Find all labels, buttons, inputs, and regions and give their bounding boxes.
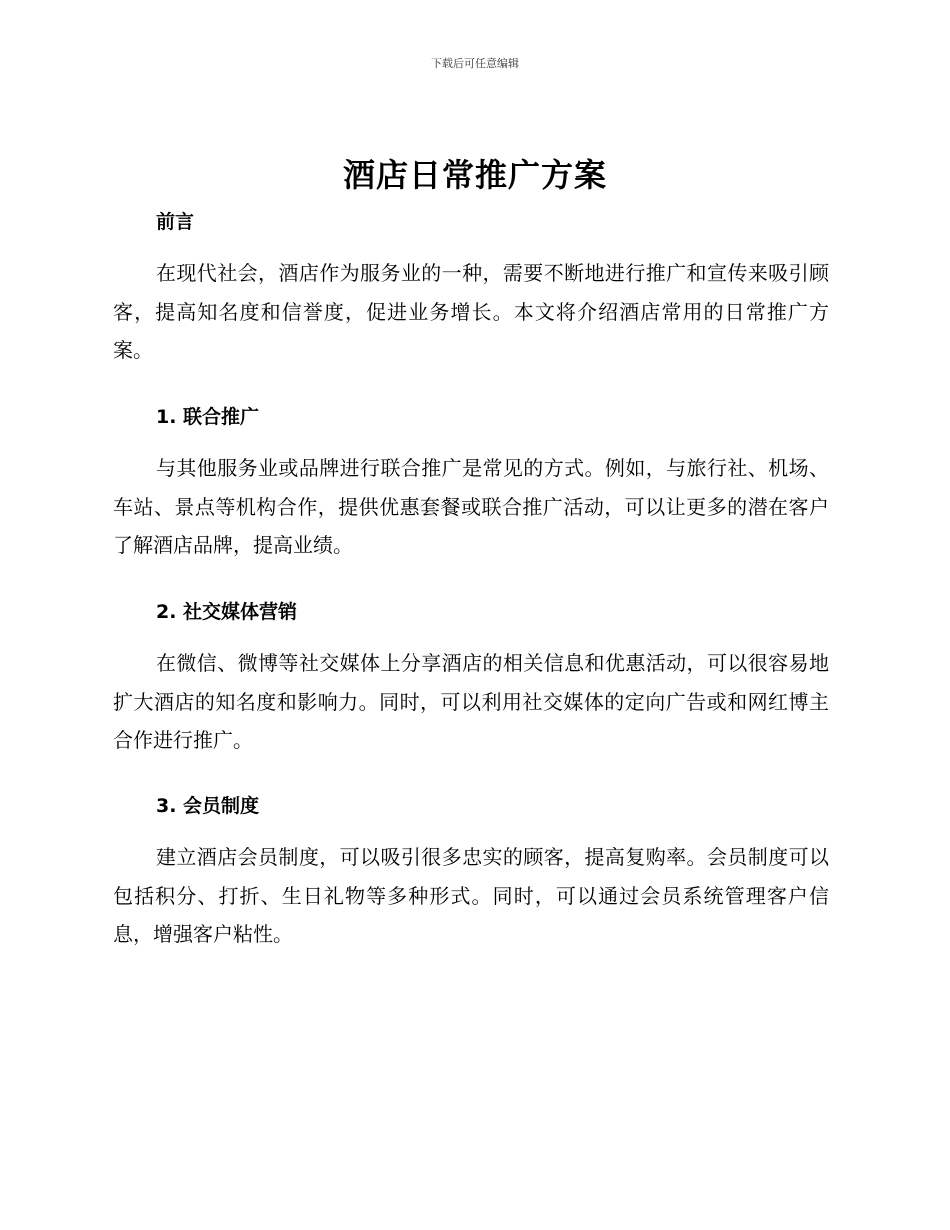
document-title: 酒店日常推广方案 [342, 156, 607, 194]
section-body-social-media: 在微信、微博等社交媒体上分享酒店的相关信息和优惠活动，可以很容易地扩大酒店的知名度和影响力。同时，可以利用社交媒体的定向广告或和网红博主合作进行推广。 [113, 651, 829, 752]
section-heading-preface: 前言 [156, 211, 195, 233]
header-note: 下载后可任意编辑 [431, 57, 519, 70]
section-heading-membership: 3. 会员制度 [156, 795, 260, 817]
section-heading-social-media: 2. 社交媒体营销 [156, 601, 298, 623]
section-body-membership: 建立酒店会员制度，可以吸引很多忠实的顾客，提高复购率。会员制度可以包括积分、打折、生日礼物等多种形式。同时，可以通过会员系统管理客户信息，增强客户粘性。 [113, 845, 829, 946]
section-heading-joint-promotion: 1. 联合推广 [156, 406, 260, 428]
section-body-preface: 在现代社会，酒店作为服务业的一种，需要不断地进行推广和宣传来吸引顾客，提高知名度和信誉度，促进业务增长。本文将介绍酒店常用的日常推广方案。 [113, 261, 829, 362]
section-body-joint-promotion: 与其他服务业或品牌进行联合推广是常见的方式。例如，与旅行社、机场、车站、景点等机构合作，提供优惠套餐或联合推广活动，可以让更多的潜在客户了解酒店品牌，提高业绩。 [113, 456, 829, 557]
